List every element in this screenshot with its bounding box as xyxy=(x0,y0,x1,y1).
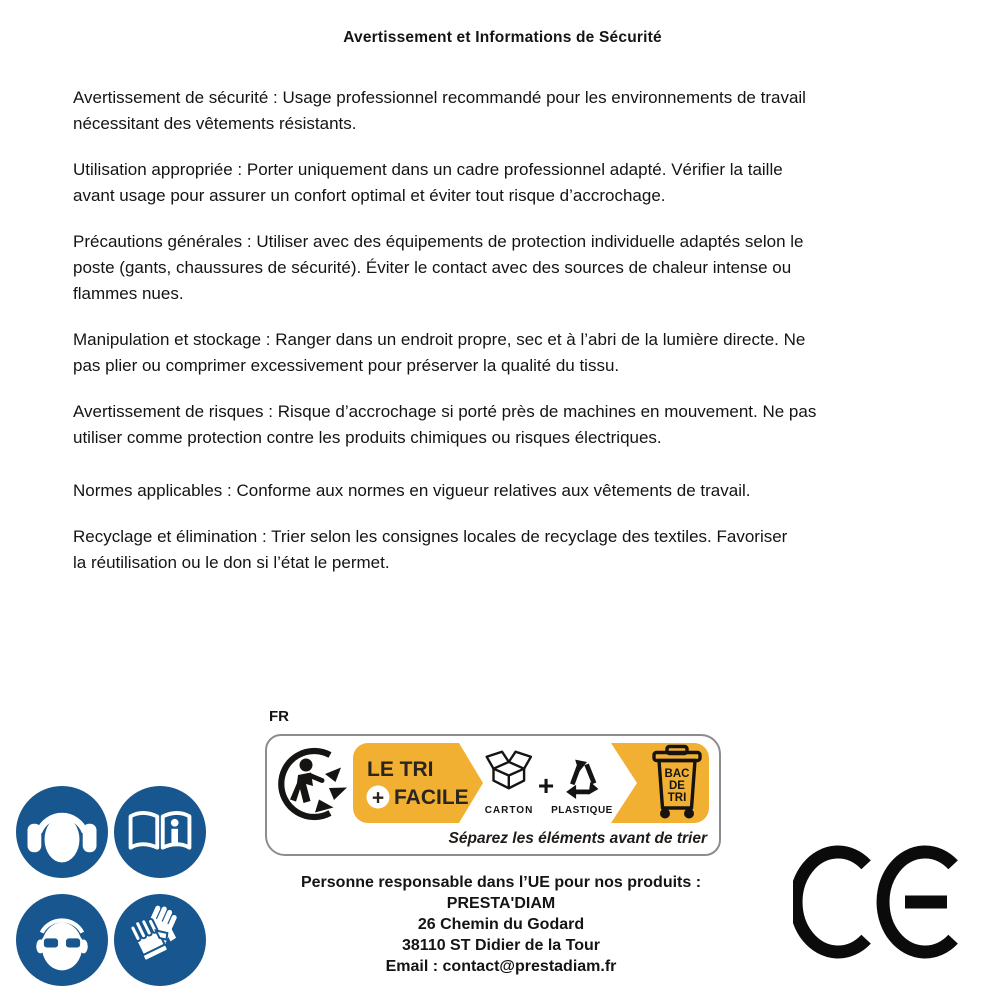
responsible-person-block xyxy=(275,872,727,977)
safety-paragraph xyxy=(73,478,953,504)
safety-paragraph xyxy=(73,327,953,379)
paragraph-line: Recyclage et élimination : Trier selon les consignes locales de recyclage des textiles. Favoriser xyxy=(73,527,788,546)
mandatory-pictograms xyxy=(16,786,206,986)
read-instruction-manual-icon xyxy=(114,786,206,878)
triman-icon xyxy=(277,744,351,824)
responsible-line: 26 Chemin du Godard xyxy=(417,916,585,933)
paragraph-line: Normes applicables : Conforme aux normes en vigueur relatives aux vêtements de travail. xyxy=(73,481,751,500)
paragraph-line: poste (gants, chaussures de sécurité). Éviter le contact avec des sources de chaleur intense ou xyxy=(73,258,792,277)
page-title: Avertissement et Informations de Sécurité xyxy=(343,29,662,46)
sorting-tagline: Séparez les éléments avant de trier xyxy=(448,830,707,847)
safety-paragraph xyxy=(73,229,953,307)
materials-separator: + xyxy=(537,770,555,801)
paragraph-line: avant usage pour assurer un confort optimal et éviter tout risque d’accrochage. xyxy=(73,186,666,205)
paragraph-line: pas plier ou comprimer excessivement pour préserver la qualité du tissu. xyxy=(73,356,620,375)
responsible-line: Personne responsable dans l’UE pour nos produits : xyxy=(300,874,702,891)
safety-paragraph xyxy=(73,85,953,137)
wear-protective-gloves-icon xyxy=(114,894,206,986)
facile-text: FACILE xyxy=(394,786,469,809)
safety-paragraph xyxy=(73,157,953,209)
safety-paragraphs xyxy=(73,85,953,596)
ce-marking-icon xyxy=(793,845,965,959)
carton-label: CARTON xyxy=(484,805,534,816)
le-tri-text: LE TRI xyxy=(367,758,434,781)
bin-label-line: BAC xyxy=(664,768,690,780)
infotri-label xyxy=(265,708,721,856)
plastique-label: PLASTIQUE xyxy=(551,805,613,816)
paragraph-line: flammes nues. xyxy=(73,284,184,303)
safety-paragraph xyxy=(73,399,953,451)
plus-icon: + xyxy=(371,786,385,810)
paragraph-line: Avertissement de sécurité : Usage professionnel recommandé pour les environnements de travail xyxy=(73,88,806,107)
paragraph-line: Avertissement de risques : Risque d’accrochage si porté près de machines en mouvement. Ne pas xyxy=(73,402,817,421)
responsible-line: PRESTA'DIAM xyxy=(446,895,556,912)
paragraph-line: Manipulation et stockage : Ranger dans un endroit propre, sec et à l’abri de la lumière directe. Ne xyxy=(73,330,806,349)
country-code: FR xyxy=(269,708,289,725)
safety-paragraph xyxy=(73,524,953,576)
paragraph-line: utiliser comme protection contre les produits chimiques ou risques électriques. xyxy=(73,428,662,447)
responsible-line: Email : contact@prestadiam.fr xyxy=(385,958,617,975)
paragraph-line: la réutilisation ou le don si l’état le permet. xyxy=(73,553,390,572)
bin-label-line: DE xyxy=(669,780,685,792)
responsible-line: 38110 ST Didier de la Tour xyxy=(402,937,600,954)
paragraph-line: Utilisation appropriée : Porter uniquement dans un cadre professionnel adapté. Vérifier la taille xyxy=(73,160,783,179)
wear-eye-protection-icon xyxy=(16,894,108,986)
sorting-instructions-band xyxy=(353,743,709,823)
paragraph-line: nécessitant des vêtements résistants. xyxy=(73,114,357,133)
infotri-box xyxy=(265,734,721,856)
paragraph-line: Précautions générales : Utiliser avec des équipements de protection individuelle adaptés selon le xyxy=(73,232,804,251)
wear-ear-protection-icon xyxy=(16,786,108,878)
bin-label-line: TRI xyxy=(667,792,687,804)
